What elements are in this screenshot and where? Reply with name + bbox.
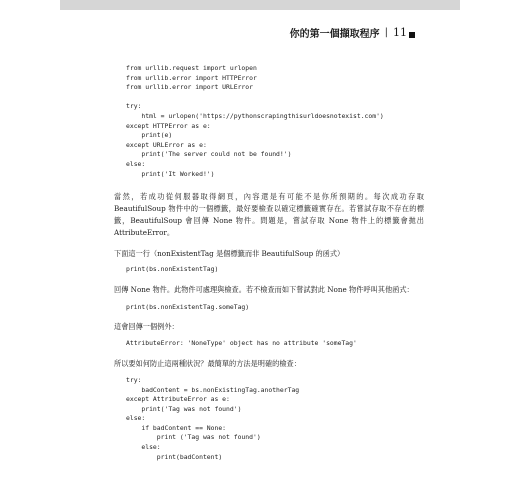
page-number: 11 <box>393 26 407 39</box>
code-block-some-tag: print(bs.nonExistentTag.someTag) <box>126 302 250 311</box>
header-separator: | <box>384 27 388 38</box>
paragraph-prevention: 所以要如何防止這兩種狀況？最簡單的方法是明確的檢查： <box>114 358 301 368</box>
chapter-title: 你的第一個擷取程序 <box>289 29 380 40</box>
code-block-nonexistent-tag: print(bs.nonExistentTag) <box>126 265 219 274</box>
paragraph-tag-check: 當然，若成功從伺服器取得網頁，內容還是有可能不是你所預期的。每次成功存取 BeautifulSoup 物件中的一個標籤，最好要檢查以確定標籤確實存在。若嘗試存取不存在的標籤，BeautifulSoup 會回傳 None 物件。問題是，嘗試存取 None 物件上的標籤會拋出 AttributeError。 <box>114 192 424 238</box>
page-content <box>114 64 424 462</box>
paragraph-nonexistent-tag: 下面這一行（nonExistentTag 是個標籤而非 BeautifulSoup 的函式） <box>114 249 345 259</box>
code-block-try-except: try: badContent = bs.nonExistingTag.anotherTag except AttributeError as e: print('Tag was not found') else: if badContent == None: print ('Tag was not found') else: print(badContent) <box>126 375 300 461</box>
paragraph-exception: 這會回傳一個例外： <box>114 322 179 332</box>
top-gray-bar <box>60 0 460 10</box>
running-header <box>290 25 415 40</box>
header-marker <box>409 32 415 38</box>
code-block-attribute-error: AttributeError: 'NoneType' object has no attribute 'someTag' <box>126 339 357 348</box>
code-block-urlopen: from urllib.request import urlopen from urllib.error import HTTPError from urllib.error import URLError try: html = urlopen('https://pythonscrapingthisurldoesnotexist.com') except HTTPError as e: print(e) except URLError as e: print('The server could not be found!') else: print('It Worked!') <box>126 64 384 178</box>
paragraph-none-object: 回傳 None 物件。此物件可處理與檢查。若不檢查而如下嘗試對此 None 物件呼叫其他函式： <box>114 284 414 294</box>
